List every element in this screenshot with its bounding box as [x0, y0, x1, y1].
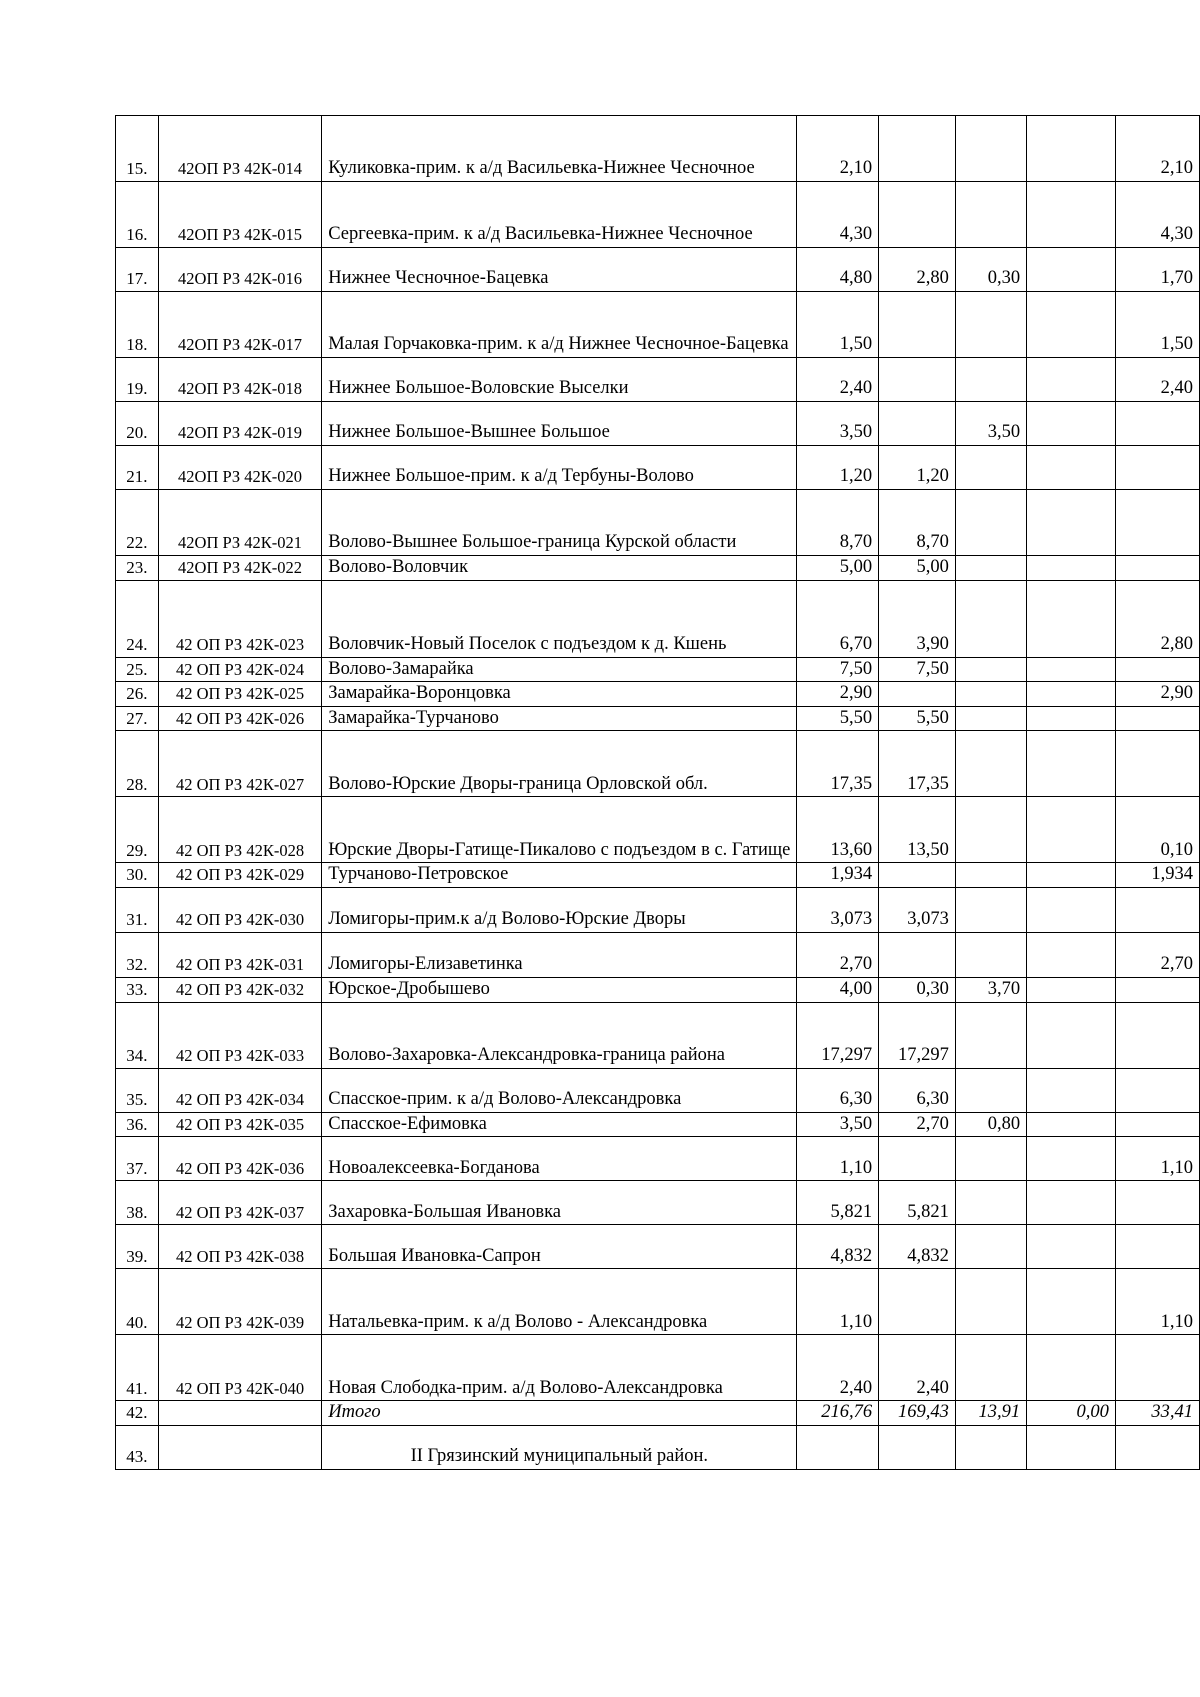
length-col-4-cell — [1027, 446, 1116, 490]
length-col-3-cell — [955, 1269, 1026, 1335]
length-total-cell: 3,50 — [797, 402, 879, 446]
length-col-4-cell — [1027, 1181, 1116, 1225]
length-col-3-cell — [955, 706, 1026, 731]
length-col-3-cell — [955, 682, 1026, 707]
length-col-5-cell: 2,70 — [1115, 932, 1199, 977]
row-number-cell: 17. — [116, 248, 159, 292]
length-col-2-cell — [879, 932, 956, 977]
length-total-cell: 4,30 — [797, 182, 879, 248]
table-row — [116, 1335, 1200, 1401]
length-total-cell: 5,50 — [797, 706, 879, 731]
road-name-cell: Новоалексеевка-Богданова — [322, 1137, 797, 1181]
length-total-cell: 4,832 — [797, 1225, 879, 1269]
length-col-2-cell: 1,20 — [879, 446, 956, 490]
length-col-3-cell: 13,91 — [955, 1401, 1026, 1426]
length-col-2-cell: 6,30 — [879, 1068, 956, 1112]
length-col-5-cell — [1115, 1002, 1199, 1068]
length-col-4-cell — [1027, 580, 1116, 657]
length-total-cell: 1,50 — [797, 292, 879, 358]
length-col-4-cell — [1027, 1112, 1116, 1137]
road-code-cell: 42ОП РЗ 42К-021 — [158, 490, 321, 556]
length-col-2-cell — [879, 1425, 956, 1469]
table-row — [116, 731, 1200, 797]
row-number-cell: 42. — [116, 1401, 159, 1426]
road-code-cell: 42ОП РЗ 42К-019 — [158, 402, 321, 446]
length-col-3-cell — [955, 731, 1026, 797]
length-col-4-cell — [1027, 1068, 1116, 1112]
road-name-cell: Спасское-прим. к а/д Волово-Александровка — [322, 1068, 797, 1112]
length-col-4-cell — [1027, 977, 1116, 1002]
length-col-5-cell: 1,50 — [1115, 292, 1199, 358]
length-col-3-cell — [955, 1225, 1026, 1269]
row-number-cell: 23. — [116, 556, 159, 581]
road-code-cell: 42ОП РЗ 42К-020 — [158, 446, 321, 490]
length-col-4-cell: 0,00 — [1027, 1401, 1116, 1426]
roads-table — [115, 115, 1200, 1470]
table-row — [116, 1002, 1200, 1068]
length-col-5-cell — [1115, 706, 1199, 731]
length-col-3-cell — [955, 1425, 1026, 1469]
length-col-3-cell — [955, 1181, 1026, 1225]
row-number-cell: 26. — [116, 682, 159, 707]
length-total-cell: 6,70 — [797, 580, 879, 657]
road-name-cell: Волово-Юрские Дворы-граница Орловской обл. — [322, 731, 797, 797]
length-col-2-cell: 5,50 — [879, 706, 956, 731]
road-code-cell: 42 ОП РЗ 42К-038 — [158, 1225, 321, 1269]
road-code-cell: 42 ОП РЗ 42К-033 — [158, 1002, 321, 1068]
table-row — [116, 1137, 1200, 1181]
road-name-cell: Итого — [322, 1401, 797, 1426]
row-number-cell: 37. — [116, 1137, 159, 1181]
length-col-2-cell — [879, 682, 956, 707]
length-col-5-cell — [1115, 490, 1199, 556]
length-col-2-cell: 2,80 — [879, 248, 956, 292]
length-col-5-cell: 4,30 — [1115, 182, 1199, 248]
road-name-cell: Нижнее Большое-Вышнее Большое — [322, 402, 797, 446]
road-code-cell: 42 ОП РЗ 42К-036 — [158, 1137, 321, 1181]
length-col-3-cell: 0,30 — [955, 248, 1026, 292]
length-col-5-cell: 2,40 — [1115, 358, 1199, 402]
length-col-5-cell: 2,10 — [1115, 116, 1199, 182]
length-col-4-cell — [1027, 248, 1116, 292]
table-row — [116, 977, 1200, 1002]
length-col-2-cell: 17,297 — [879, 1002, 956, 1068]
length-col-3-cell — [955, 1137, 1026, 1181]
length-col-4-cell — [1027, 292, 1116, 358]
road-name-cell: Новая Слободка-прим. а/д Волово-Александровка — [322, 1335, 797, 1401]
length-col-4-cell — [1027, 182, 1116, 248]
length-total-cell: 1,934 — [797, 863, 879, 888]
road-name-cell: Нижнее Чесночное-Бацевка — [322, 248, 797, 292]
length-col-3-cell — [955, 797, 1026, 863]
table-body — [116, 116, 1200, 1470]
road-code-cell: 42 ОП РЗ 42К-039 — [158, 1269, 321, 1335]
length-total-cell: 2,70 — [797, 932, 879, 977]
row-number-cell: 33. — [116, 977, 159, 1002]
road-code-cell: 42 ОП РЗ 42К-023 — [158, 580, 321, 657]
length-col-3-cell — [955, 556, 1026, 581]
road-code-cell: 42 ОП РЗ 42К-027 — [158, 731, 321, 797]
length-col-2-cell: 7,50 — [879, 657, 956, 682]
row-number-cell: 15. — [116, 116, 159, 182]
length-col-5-cell: 1,10 — [1115, 1269, 1199, 1335]
row-number-cell: 31. — [116, 887, 159, 932]
length-col-5-cell — [1115, 1335, 1199, 1401]
length-col-4-cell — [1027, 1137, 1116, 1181]
table-row — [116, 248, 1200, 292]
road-code-cell: 42 ОП РЗ 42К-035 — [158, 1112, 321, 1137]
row-number-cell: 19. — [116, 358, 159, 402]
road-name-cell: Турчаново-Петровское — [322, 863, 797, 888]
length-col-5-cell — [1115, 1225, 1199, 1269]
section-title-cell: II Грязинский муниципальный район. — [322, 1425, 797, 1469]
length-col-5-cell — [1115, 402, 1199, 446]
length-total-cell: 2,40 — [797, 1335, 879, 1401]
length-col-5-cell: 0,10 — [1115, 797, 1199, 863]
table-row — [116, 402, 1200, 446]
row-number-cell: 35. — [116, 1068, 159, 1112]
road-code-cell: 42ОП РЗ 42К-017 — [158, 292, 321, 358]
table-row — [116, 446, 1200, 490]
table-row — [116, 556, 1200, 581]
road-code-cell: 42ОП РЗ 42К-015 — [158, 182, 321, 248]
row-number-cell: 30. — [116, 863, 159, 888]
road-name-cell: Нижнее Большое-Воловские Выселки — [322, 358, 797, 402]
row-number-cell: 24. — [116, 580, 159, 657]
length-total-cell: 4,80 — [797, 248, 879, 292]
table-row — [116, 682, 1200, 707]
length-col-5-cell — [1115, 1181, 1199, 1225]
length-col-3-cell — [955, 1335, 1026, 1401]
length-col-2-cell: 13,50 — [879, 797, 956, 863]
row-number-cell: 21. — [116, 446, 159, 490]
length-total-cell: 2,40 — [797, 358, 879, 402]
table-row — [116, 116, 1200, 182]
road-name-cell: Натальевка-прим. к а/д Волово - Александровка — [322, 1269, 797, 1335]
length-col-5-cell — [1115, 887, 1199, 932]
table-row — [116, 863, 1200, 888]
length-col-4-cell — [1027, 932, 1116, 977]
length-col-3-cell: 3,50 — [955, 402, 1026, 446]
length-col-2-cell — [879, 863, 956, 888]
length-total-cell: 2,90 — [797, 682, 879, 707]
length-col-4-cell — [1027, 887, 1116, 932]
table-row — [116, 1068, 1200, 1112]
length-total-cell: 13,60 — [797, 797, 879, 863]
road-code-cell: 42 ОП РЗ 42К-031 — [158, 932, 321, 977]
road-code-cell: 42 ОП РЗ 42К-034 — [158, 1068, 321, 1112]
length-col-4-cell — [1027, 1225, 1116, 1269]
length-total-cell: 8,70 — [797, 490, 879, 556]
length-total-cell: 216,76 — [797, 1401, 879, 1426]
length-col-2-cell: 8,70 — [879, 490, 956, 556]
road-name-cell: Воловчик-Новый Поселок с подъездом к д. Кшень — [322, 580, 797, 657]
length-col-2-cell: 5,00 — [879, 556, 956, 581]
length-total-cell: 6,30 — [797, 1068, 879, 1112]
length-col-4-cell — [1027, 556, 1116, 581]
length-col-3-cell — [955, 490, 1026, 556]
length-col-5-cell — [1115, 731, 1199, 797]
length-total-cell: 3,073 — [797, 887, 879, 932]
table-row — [116, 1225, 1200, 1269]
length-col-4-cell — [1027, 706, 1116, 731]
row-number-cell: 28. — [116, 731, 159, 797]
length-col-2-cell — [879, 292, 956, 358]
road-code-cell — [158, 1401, 321, 1426]
length-col-5-cell: 33,41 — [1115, 1401, 1199, 1426]
road-name-cell: Нижнее Большое-прим. к а/д Тербуны-Волово — [322, 446, 797, 490]
total-row — [116, 1401, 1200, 1426]
road-name-cell: Волово-Вышнее Большое-граница Курской области — [322, 490, 797, 556]
length-col-2-cell — [879, 182, 956, 248]
road-code-cell: 42 ОП РЗ 42К-026 — [158, 706, 321, 731]
table-row — [116, 887, 1200, 932]
row-number-cell: 16. — [116, 182, 159, 248]
length-col-3-cell — [955, 1068, 1026, 1112]
length-col-4-cell — [1027, 1269, 1116, 1335]
length-col-3-cell — [955, 863, 1026, 888]
road-name-cell: Ломигоры-прим.к а/д Волово-Юрские Дворы — [322, 887, 797, 932]
road-code-cell: 42ОП РЗ 42К-018 — [158, 358, 321, 402]
row-number-cell: 18. — [116, 292, 159, 358]
length-total-cell: 17,35 — [797, 731, 879, 797]
road-name-cell: Малая Горчаковка-прим. к а/д Нижнее Чесночное-Бацевка — [322, 292, 797, 358]
road-code-cell: 42 ОП РЗ 42К-024 — [158, 657, 321, 682]
table-row — [116, 797, 1200, 863]
length-col-5-cell — [1115, 977, 1199, 1002]
road-code-cell: 42 ОП РЗ 42К-037 — [158, 1181, 321, 1225]
length-total-cell: 5,821 — [797, 1181, 879, 1225]
length-col-4-cell — [1027, 1425, 1116, 1469]
length-col-3-cell — [955, 292, 1026, 358]
length-col-5-cell — [1115, 1112, 1199, 1137]
road-code-cell: 42 ОП РЗ 42К-032 — [158, 977, 321, 1002]
length-col-3-cell: 3,70 — [955, 977, 1026, 1002]
row-number-cell: 41. — [116, 1335, 159, 1401]
row-number-cell: 20. — [116, 402, 159, 446]
table-row — [116, 358, 1200, 402]
road-code-cell: 42 ОП РЗ 42К-030 — [158, 887, 321, 932]
length-col-4-cell — [1027, 682, 1116, 707]
row-number-cell: 25. — [116, 657, 159, 682]
length-total-cell — [797, 1425, 879, 1469]
length-col-4-cell — [1027, 797, 1116, 863]
road-name-cell: Большая Ивановка-Сапрон — [322, 1225, 797, 1269]
length-total-cell: 5,00 — [797, 556, 879, 581]
road-name-cell: Спасское-Ефимовка — [322, 1112, 797, 1137]
length-col-2-cell: 2,70 — [879, 1112, 956, 1137]
row-number-cell: 39. — [116, 1225, 159, 1269]
length-col-3-cell — [955, 887, 1026, 932]
length-col-4-cell — [1027, 358, 1116, 402]
length-col-2-cell — [879, 116, 956, 182]
row-number-cell: 32. — [116, 932, 159, 977]
length-col-5-cell: 2,90 — [1115, 682, 1199, 707]
length-col-4-cell — [1027, 1335, 1116, 1401]
length-total-cell: 1,10 — [797, 1137, 879, 1181]
road-code-cell: 42 ОП РЗ 42К-040 — [158, 1335, 321, 1401]
row-number-cell: 27. — [116, 706, 159, 731]
road-name-cell: Замарайка-Воронцовка — [322, 682, 797, 707]
length-total-cell: 7,50 — [797, 657, 879, 682]
length-col-4-cell — [1027, 731, 1116, 797]
length-col-5-cell: 1,10 — [1115, 1137, 1199, 1181]
table-row — [116, 580, 1200, 657]
road-code-cell: 42ОП РЗ 42К-016 — [158, 248, 321, 292]
road-name-cell: Волово-Захаровка-Александровка-граница района — [322, 1002, 797, 1068]
length-col-2-cell: 4,832 — [879, 1225, 956, 1269]
road-code-cell: 42 ОП РЗ 42К-029 — [158, 863, 321, 888]
length-col-4-cell — [1027, 116, 1116, 182]
road-name-cell: Захаровка-Большая Ивановка — [322, 1181, 797, 1225]
length-col-2-cell: 17,35 — [879, 731, 956, 797]
length-col-5-cell: 2,80 — [1115, 580, 1199, 657]
length-col-5-cell — [1115, 1068, 1199, 1112]
length-total-cell: 1,20 — [797, 446, 879, 490]
length-col-3-cell — [955, 1002, 1026, 1068]
road-code-cell: 42 ОП РЗ 42К-025 — [158, 682, 321, 707]
road-name-cell: Волово-Воловчик — [322, 556, 797, 581]
length-col-5-cell — [1115, 446, 1199, 490]
length-col-3-cell: 0,80 — [955, 1112, 1026, 1137]
road-name-cell: Юрские Дворы-Гатище-Пикалово с подъездом в с. Гатище — [322, 797, 797, 863]
length-col-2-cell — [879, 1269, 956, 1335]
length-col-2-cell: 3,90 — [879, 580, 956, 657]
length-col-4-cell — [1027, 657, 1116, 682]
length-col-4-cell — [1027, 1002, 1116, 1068]
length-col-2-cell — [879, 358, 956, 402]
length-col-3-cell — [955, 657, 1026, 682]
length-col-5-cell: 1,70 — [1115, 248, 1199, 292]
table-row — [116, 292, 1200, 358]
length-col-2-cell: 5,821 — [879, 1181, 956, 1225]
length-col-3-cell — [955, 182, 1026, 248]
length-col-3-cell — [955, 446, 1026, 490]
road-name-cell: Куликовка-прим. к а/д Васильевка-Нижнее Чесночное — [322, 116, 797, 182]
row-number-cell: 22. — [116, 490, 159, 556]
row-number-cell: 29. — [116, 797, 159, 863]
road-code-cell: 42 ОП РЗ 42К-028 — [158, 797, 321, 863]
length-col-2-cell — [879, 1137, 956, 1181]
road-name-cell: Ломигоры-Елизаветинка — [322, 932, 797, 977]
length-col-4-cell — [1027, 490, 1116, 556]
road-name-cell: Волово-Замарайка — [322, 657, 797, 682]
row-number-cell: 43. — [116, 1425, 159, 1469]
length-col-5-cell: 1,934 — [1115, 863, 1199, 888]
length-col-3-cell — [955, 932, 1026, 977]
length-col-3-cell — [955, 358, 1026, 402]
table-row — [116, 1112, 1200, 1137]
length-col-4-cell — [1027, 402, 1116, 446]
length-total-cell: 1,10 — [797, 1269, 879, 1335]
table-row — [116, 657, 1200, 682]
length-col-3-cell — [955, 580, 1026, 657]
length-total-cell: 4,00 — [797, 977, 879, 1002]
table-row — [116, 706, 1200, 731]
table-row — [116, 1269, 1200, 1335]
length-col-5-cell — [1115, 657, 1199, 682]
section-row — [116, 1425, 1200, 1469]
road-code-cell: 42ОП РЗ 42К-022 — [158, 556, 321, 581]
row-number-cell: 36. — [116, 1112, 159, 1137]
length-col-5-cell — [1115, 556, 1199, 581]
length-col-2-cell: 0,30 — [879, 977, 956, 1002]
length-col-2-cell — [879, 402, 956, 446]
length-total-cell: 3,50 — [797, 1112, 879, 1137]
table-row — [116, 932, 1200, 977]
row-number-cell: 34. — [116, 1002, 159, 1068]
road-name-cell: Замарайка-Турчаново — [322, 706, 797, 731]
table-row — [116, 1181, 1200, 1225]
length-total-cell: 2,10 — [797, 116, 879, 182]
road-name-cell: Юрское-Дробышево — [322, 977, 797, 1002]
table-row — [116, 182, 1200, 248]
length-col-5-cell — [1115, 1425, 1199, 1469]
length-col-4-cell — [1027, 863, 1116, 888]
length-col-2-cell: 2,40 — [879, 1335, 956, 1401]
length-col-2-cell: 3,073 — [879, 887, 956, 932]
road-name-cell: Сергеевка-прим. к а/д Васильевка-Нижнее Чесночное — [322, 182, 797, 248]
length-total-cell: 17,297 — [797, 1002, 879, 1068]
length-col-2-cell: 169,43 — [879, 1401, 956, 1426]
table-row — [116, 490, 1200, 556]
row-number-cell: 40. — [116, 1269, 159, 1335]
road-code-cell: 42ОП РЗ 42К-014 — [158, 116, 321, 182]
length-col-3-cell — [955, 116, 1026, 182]
road-code-cell — [158, 1425, 321, 1469]
row-number-cell: 38. — [116, 1181, 159, 1225]
